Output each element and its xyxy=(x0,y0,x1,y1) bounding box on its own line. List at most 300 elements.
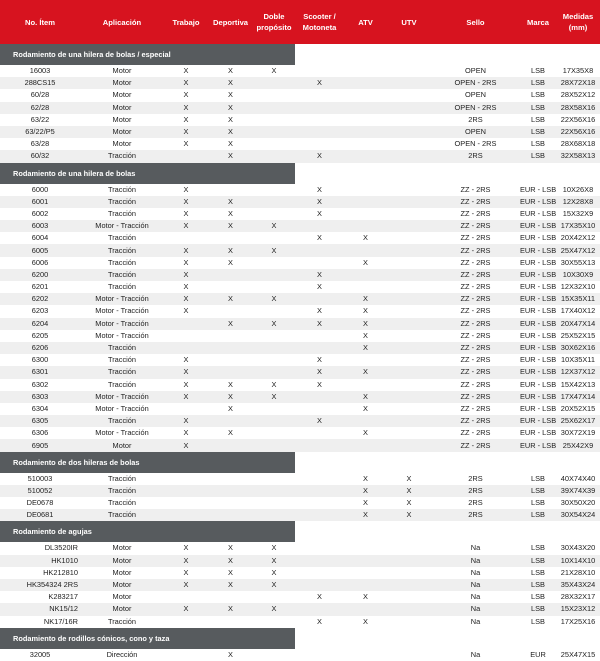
cell-item-number: HK212810 xyxy=(43,567,78,577)
cell-item-number: 6002 xyxy=(31,208,49,218)
cell-work: X xyxy=(164,391,208,403)
cell-atv: X xyxy=(344,366,387,378)
cell-item-number: HK354324 2RS xyxy=(0,579,80,591)
cell-scooter xyxy=(295,65,344,77)
header-row xyxy=(0,0,600,44)
cell-utv xyxy=(387,366,431,378)
cell-sport xyxy=(208,497,253,509)
section-title: Rodamiento de agujas xyxy=(0,521,295,542)
cell-sport: X xyxy=(208,603,253,615)
cell-seal: ZZ - 2RS xyxy=(431,366,520,378)
table-body xyxy=(0,44,600,661)
cell-application: Tracción xyxy=(107,257,137,267)
cell-atv xyxy=(344,379,387,391)
cell-scooter xyxy=(295,330,344,342)
cell-atv: X xyxy=(344,342,387,354)
section-header-row xyxy=(0,628,600,649)
cell-work: X xyxy=(164,77,208,89)
cell-seal: ZZ - 2RS xyxy=(460,233,491,243)
cell-brand: LSB xyxy=(531,114,545,124)
cell-atv: X xyxy=(363,257,368,267)
cell-work xyxy=(164,232,208,244)
cell-brand: EUR - LSB xyxy=(520,233,557,243)
cell-sport: X xyxy=(208,391,253,403)
table-row xyxy=(0,427,600,439)
cell-dimensions: 30X43X20 xyxy=(560,543,596,553)
cell-atv xyxy=(344,649,387,661)
cell-application: Motor xyxy=(80,77,164,89)
cell-dual-purpose xyxy=(253,415,295,427)
header-sport: Deportiva xyxy=(208,0,253,44)
cell-item-number: 6306 xyxy=(31,428,49,438)
cell-dimensions: 15X23X12 xyxy=(556,603,600,615)
cell-item-number: 6205 xyxy=(31,330,49,340)
section-header-row xyxy=(0,44,600,65)
cell-brand: EUR - LSB xyxy=(520,257,557,267)
cell-brand: EUR - LSB xyxy=(520,403,557,413)
cell-application: Motor - Tracción xyxy=(95,306,149,316)
cell-dimensions: 15X35X11 xyxy=(556,293,600,305)
cell-scooter: X xyxy=(317,616,322,626)
cell-dual-purpose: X xyxy=(253,293,295,305)
cell-brand: EUR - LSB xyxy=(520,428,557,438)
cell-dual-purpose xyxy=(253,269,295,281)
cell-utv xyxy=(387,391,431,403)
cell-work: X xyxy=(183,428,189,438)
cell-dual-purpose: X xyxy=(253,244,295,256)
cell-sport xyxy=(208,305,253,317)
cell-application: Tracción xyxy=(107,379,137,389)
cell-atv: X xyxy=(363,233,368,243)
section-title: Rodamiento de una hilera de bolas xyxy=(0,163,295,184)
cell-scooter: X xyxy=(317,233,322,243)
cell-seal: ZZ - 2RS xyxy=(460,184,491,194)
cell-dual-purpose: X xyxy=(253,579,295,591)
cell-utv xyxy=(387,184,431,196)
cell-work: X xyxy=(164,439,208,451)
cell-application: Motor - Tracción xyxy=(95,403,149,413)
cell-dimensions: 28X52X12 xyxy=(560,90,596,100)
cell-brand: LSB xyxy=(531,139,545,149)
cell-application: Tracción xyxy=(80,150,164,162)
cell-scooter xyxy=(295,114,344,126)
cell-item-number: 6204 xyxy=(0,318,80,330)
cell-utv xyxy=(387,232,431,244)
cell-application: Motor xyxy=(80,555,164,567)
section-header-spacer xyxy=(295,163,600,184)
section-header-row xyxy=(0,521,600,542)
section-header-spacer xyxy=(295,452,600,473)
cell-item-number: 6201 xyxy=(31,282,49,292)
cell-application: Motor - Tracción xyxy=(80,318,164,330)
cell-sport: X xyxy=(208,126,253,138)
cell-application: Motor - Tracción xyxy=(80,293,164,305)
cell-brand: EUR - LSB xyxy=(520,244,556,256)
cell-atv: X xyxy=(363,403,368,413)
cell-dual-purpose xyxy=(253,232,295,244)
cell-work xyxy=(164,342,208,354)
cell-dual-purpose: X xyxy=(271,66,277,76)
cell-dimensions: 15X42X13 xyxy=(560,379,596,389)
header-dimensions: Medidas (mm) xyxy=(556,0,600,44)
cell-application: Tracción xyxy=(80,509,164,521)
cell-scooter: X xyxy=(295,77,344,89)
cell-work: X xyxy=(164,269,208,281)
table-row xyxy=(0,196,600,208)
section-header-spacer xyxy=(295,44,600,65)
cell-dual-purpose xyxy=(253,354,295,366)
section-header-spacer xyxy=(295,628,600,649)
cell-application: Tracción xyxy=(80,485,164,497)
cell-item-number: HK1010 xyxy=(0,555,80,567)
cell-seal: ZZ - 2RS xyxy=(431,220,520,232)
cell-atv: X xyxy=(344,485,387,497)
cell-dual-purpose xyxy=(253,439,295,451)
cell-sport: X xyxy=(228,543,233,553)
cell-work xyxy=(164,591,208,603)
table-row xyxy=(0,244,600,256)
cell-dimensions: 17X35X8 xyxy=(562,66,594,76)
cell-utv xyxy=(387,293,431,305)
cell-brand: EUR - LSB xyxy=(520,439,556,451)
cell-sport: X xyxy=(208,150,253,162)
cell-scooter xyxy=(295,555,344,567)
cell-application: Tracción xyxy=(80,415,164,427)
cell-application: Motor xyxy=(112,592,132,602)
cell-seal: OPEN xyxy=(431,126,520,138)
cell-brand: LSB xyxy=(531,90,545,100)
cell-dimensions: 22X56X16 xyxy=(560,114,596,124)
cell-atv xyxy=(344,281,387,293)
cell-dual-purpose xyxy=(253,126,295,138)
cell-sport xyxy=(208,415,253,427)
cell-sport: X xyxy=(208,220,253,232)
cell-dual-purpose xyxy=(253,305,295,317)
table-row xyxy=(0,269,600,281)
cell-utv xyxy=(387,77,431,89)
cell-work xyxy=(164,150,208,162)
section-header-spacer xyxy=(295,521,600,542)
cell-dimensions: 25X47X15 xyxy=(560,649,596,659)
cell-scooter xyxy=(295,342,344,354)
cell-utv xyxy=(387,542,431,554)
cell-dimensions: 35X43X24 xyxy=(556,579,600,591)
cell-atv xyxy=(344,126,387,138)
cell-dual-purpose xyxy=(253,208,295,220)
cell-scooter: X xyxy=(317,592,322,602)
cell-dimensions: 17X40X12 xyxy=(560,306,596,316)
cell-seal: ZZ - 2RS xyxy=(460,355,491,365)
cell-brand: EUR xyxy=(530,649,546,659)
cell-dimensions: 28X32X17 xyxy=(560,592,596,602)
cell-utv xyxy=(387,150,431,162)
cell-seal: 2RS xyxy=(468,114,483,124)
cell-work xyxy=(164,403,208,415)
cell-dual-purpose xyxy=(253,427,295,439)
cell-seal: ZZ - 2RS xyxy=(460,208,491,218)
cell-dimensions: 30X54X24 xyxy=(556,509,600,521)
cell-seal: OPEN xyxy=(465,66,486,76)
cell-work xyxy=(164,649,208,661)
cell-application: Motor xyxy=(112,90,132,100)
cell-scooter xyxy=(295,567,344,579)
cell-atv: X xyxy=(344,391,387,403)
cell-sport: X xyxy=(228,139,233,149)
cell-utv xyxy=(387,138,431,150)
cell-brand: EUR - LSB xyxy=(520,208,557,218)
cell-work: X xyxy=(183,282,189,292)
cell-scooter xyxy=(295,485,344,497)
cell-atv xyxy=(344,196,387,208)
cell-atv: X xyxy=(363,330,368,340)
cell-sport: X xyxy=(208,196,253,208)
cell-dual-purpose xyxy=(253,196,295,208)
cell-brand: LSB xyxy=(520,102,556,114)
cell-dual-purpose: X xyxy=(253,220,295,232)
cell-dimensions: 25X52X15 xyxy=(560,330,596,340)
cell-utv: X xyxy=(406,498,412,508)
cell-scooter xyxy=(295,473,344,485)
cell-dimensions: 30X55X13 xyxy=(560,257,596,267)
header-dual-purpose: Doble propósito xyxy=(253,0,295,44)
cell-atv xyxy=(344,354,387,366)
cell-dimensions: 21X28X10 xyxy=(560,567,596,577)
cell-dual-purpose xyxy=(253,616,295,628)
cell-atv: X xyxy=(363,592,368,602)
cell-brand: LSB xyxy=(531,567,545,577)
cell-utv xyxy=(387,269,431,281)
cell-scooter xyxy=(295,509,344,521)
cell-dual-purpose xyxy=(253,342,295,354)
cell-brand: LSB xyxy=(531,66,545,76)
table-row xyxy=(0,542,600,554)
cell-seal: ZZ - 2RS xyxy=(431,244,520,256)
table-row xyxy=(0,293,600,305)
cell-brand: EUR - LSB xyxy=(520,293,556,305)
cell-atv: X xyxy=(363,498,368,508)
cell-scooter xyxy=(295,603,344,615)
cell-sport: X xyxy=(208,244,253,256)
cell-dimensions: 17X47X14 xyxy=(556,391,600,403)
cell-seal: ZZ - 2RS xyxy=(460,428,491,438)
cell-sport: X xyxy=(228,403,233,413)
cell-brand: EUR - LSB xyxy=(520,330,557,340)
cell-atv xyxy=(344,184,387,196)
cell-sport: X xyxy=(228,649,233,659)
table-row xyxy=(0,603,600,615)
cell-sport: X xyxy=(208,102,253,114)
cell-atv xyxy=(344,415,387,427)
cell-scooter xyxy=(295,89,344,101)
cell-sport: X xyxy=(208,318,253,330)
cell-brand: EUR - LSB xyxy=(520,282,557,292)
cell-utv: X xyxy=(406,473,412,483)
cell-work: X xyxy=(164,220,208,232)
cell-brand: EUR - LSB xyxy=(520,355,557,365)
header-utv: UTV xyxy=(387,0,431,44)
cell-dual-purpose xyxy=(253,509,295,521)
cell-atv xyxy=(344,77,387,89)
cell-item-number: 6001 xyxy=(0,196,80,208)
cell-brand: LSB xyxy=(520,150,556,162)
cell-application: Motor xyxy=(80,579,164,591)
table-row xyxy=(0,579,600,591)
cell-item-number: 6006 xyxy=(31,257,49,267)
table-row xyxy=(0,65,600,77)
cell-application: Motor xyxy=(80,603,164,615)
cell-dimensions: 30X50X20 xyxy=(560,498,596,508)
cell-dimensions: 25X47X12 xyxy=(556,244,600,256)
cell-application: Tracción xyxy=(107,208,137,218)
cell-application: Motor xyxy=(80,102,164,114)
cell-application: Motor - Tracción xyxy=(80,391,164,403)
cell-scooter xyxy=(295,257,344,269)
table-row xyxy=(0,567,600,579)
cell-utv xyxy=(387,567,431,579)
cell-item-number: K283217 xyxy=(48,592,78,602)
cell-scooter xyxy=(295,293,344,305)
cell-seal: 2RS xyxy=(468,498,483,508)
cell-dimensions: 28X58X16 xyxy=(556,102,600,114)
cell-dual-purpose xyxy=(253,403,295,415)
cell-seal: Na xyxy=(470,567,481,577)
cell-work: X xyxy=(183,208,189,218)
cell-sport: X xyxy=(228,208,233,218)
cell-item-number: DE0681 xyxy=(0,509,80,521)
cell-sport: X xyxy=(228,66,233,76)
cell-scooter xyxy=(295,126,344,138)
cell-item-number: NK15/12 xyxy=(0,603,80,615)
cell-utv xyxy=(387,318,431,330)
table-row xyxy=(0,403,600,415)
cell-utv xyxy=(387,114,431,126)
cell-sport xyxy=(208,366,253,378)
cell-seal: OPEN - 2RS xyxy=(454,139,497,149)
cell-scooter xyxy=(295,391,344,403)
cell-sport xyxy=(208,269,253,281)
cell-utv xyxy=(387,342,431,354)
cell-dual-purpose xyxy=(253,366,295,378)
cell-atv: X xyxy=(363,428,368,438)
cell-work: X xyxy=(183,184,189,194)
table-row xyxy=(0,391,600,403)
cell-utv xyxy=(387,555,431,567)
cell-scooter: X xyxy=(295,366,344,378)
section-header-row xyxy=(0,452,600,473)
table-row xyxy=(0,89,600,101)
cell-seal: Na xyxy=(431,579,520,591)
cell-work xyxy=(164,509,208,521)
cell-seal: ZZ - 2RS xyxy=(431,269,520,281)
section-title: Rodamiento de dos hileras de bolas xyxy=(0,452,295,473)
table-row xyxy=(0,497,600,509)
cell-item-number: 60/32 xyxy=(0,150,80,162)
cell-dimensions: 15X32X9 xyxy=(562,208,594,218)
cell-dimensions: 39X74X39 xyxy=(556,485,600,497)
cell-utv xyxy=(387,379,431,391)
cell-dual-purpose: X xyxy=(253,603,295,615)
cell-item-number: 6005 xyxy=(0,244,80,256)
cell-atv xyxy=(344,579,387,591)
cell-utv xyxy=(387,102,431,114)
cell-scooter xyxy=(295,102,344,114)
cell-atv xyxy=(344,567,387,579)
cell-item-number: 32005 xyxy=(29,649,51,659)
cell-seal: ZZ - 2RS xyxy=(460,330,491,340)
cell-atv xyxy=(344,603,387,615)
cell-brand: LSB xyxy=(520,485,556,497)
cell-dimensions: 10X35X11 xyxy=(561,355,595,365)
cell-scooter: X xyxy=(295,196,344,208)
cell-atv xyxy=(344,65,387,77)
cell-application: Tracción xyxy=(107,473,137,483)
cell-utv xyxy=(387,281,431,293)
table-row xyxy=(0,591,600,603)
cell-dual-purpose xyxy=(253,591,295,603)
cell-dual-purpose xyxy=(253,330,295,342)
cell-work: X xyxy=(183,114,189,124)
cell-sport xyxy=(208,281,253,293)
cell-sport xyxy=(208,485,253,497)
cell-sport: X xyxy=(208,293,253,305)
cell-atv xyxy=(344,555,387,567)
cell-work: X xyxy=(164,603,208,615)
cell-utv xyxy=(387,244,431,256)
cell-brand: LSB xyxy=(520,509,556,521)
cell-seal: Na xyxy=(470,592,481,602)
cell-seal: ZZ - 2RS xyxy=(460,403,491,413)
cell-application: Tracción xyxy=(80,244,164,256)
cell-dimensions: 25X42X9 xyxy=(556,439,600,451)
cell-atv: X xyxy=(363,616,368,626)
cell-utv xyxy=(387,649,431,661)
cell-brand: LSB xyxy=(520,603,556,615)
section-header-row xyxy=(0,163,600,184)
table-row xyxy=(0,281,600,293)
cell-scooter: X xyxy=(295,318,344,330)
cell-work: X xyxy=(164,415,208,427)
cell-scooter xyxy=(295,497,344,509)
cell-item-number: 63/22/P5 xyxy=(0,126,80,138)
cell-application: Motor xyxy=(112,114,132,124)
cell-item-number: 510052 xyxy=(0,485,80,497)
cell-dual-purpose: X xyxy=(253,555,295,567)
cell-dual-purpose xyxy=(253,497,295,509)
header-item-number: No. Ítem xyxy=(0,0,80,44)
cell-atv xyxy=(344,244,387,256)
cell-dimensions: 10X26X8 xyxy=(562,184,594,194)
cell-scooter xyxy=(295,138,344,150)
cell-brand: EUR - LSB xyxy=(520,220,556,232)
cell-atv xyxy=(344,439,387,451)
cell-utv xyxy=(387,196,431,208)
cell-dimensions: 25X62X17 xyxy=(556,415,600,427)
cell-seal: ZZ - 2RS xyxy=(431,391,520,403)
cell-utv xyxy=(387,330,431,342)
cell-work xyxy=(164,318,208,330)
cell-application: Motor xyxy=(112,139,132,149)
table-row xyxy=(0,232,600,244)
cell-item-number: DL3520IR xyxy=(44,543,78,553)
cell-item-number: DE0678 xyxy=(26,498,54,508)
cell-item-number: 63/28 xyxy=(30,139,50,149)
cell-seal: Na xyxy=(431,603,520,615)
cell-seal: OPEN - 2RS xyxy=(431,77,520,89)
cell-dual-purpose: X xyxy=(271,379,277,389)
table-row xyxy=(0,485,600,497)
header-seal: Sello xyxy=(431,0,520,44)
cell-dual-purpose xyxy=(253,649,295,661)
